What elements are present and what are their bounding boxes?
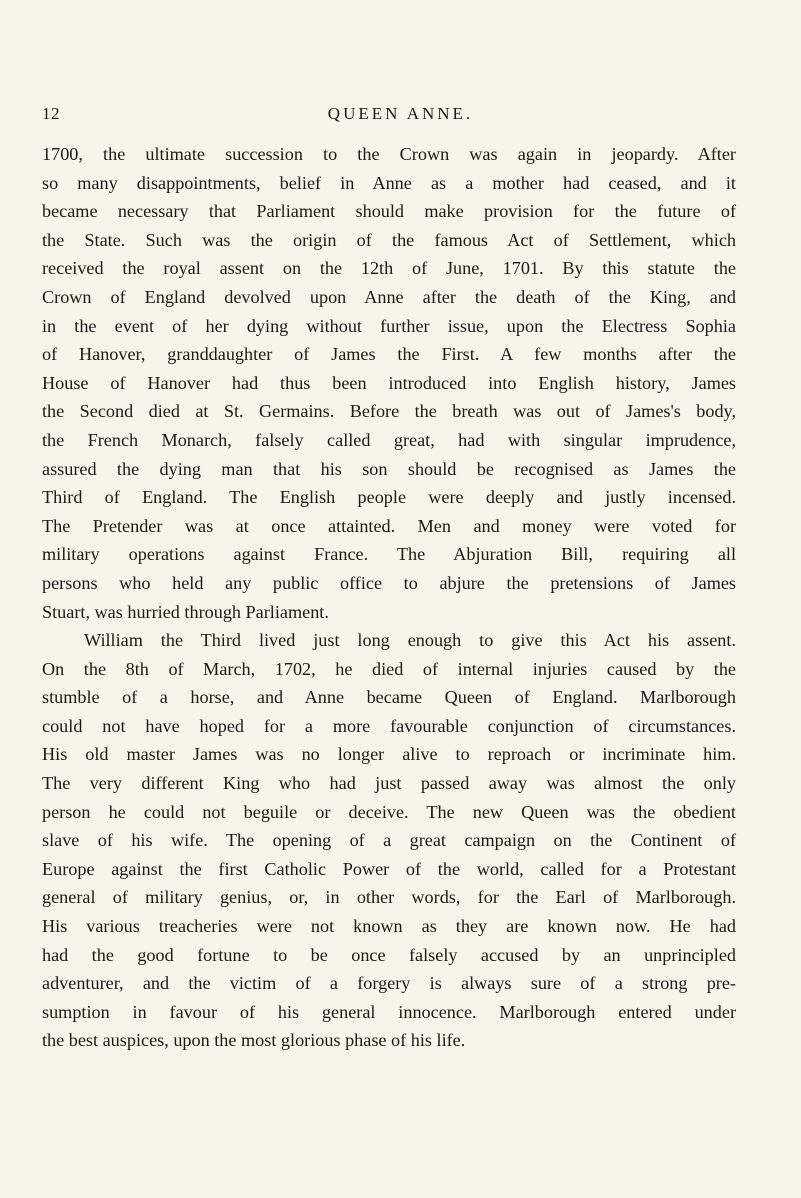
text-line: slave of his wife. The opening of a great campaign on the Continent of xyxy=(42,830,736,851)
text-line: in the event of her dying without further issue, upon the Electress Sophia xyxy=(42,315,736,336)
text-line: Third of England. The English people were deeply and justly incensed. xyxy=(42,487,736,508)
text-line: stumble of a horse, and Anne became Queen of England. Marlborough xyxy=(42,687,736,708)
text-line: became necessary that Parliament should make provision for the future of xyxy=(42,201,736,222)
text-line: the State. Such was the origin of the famous Act of Settlement, which xyxy=(42,229,736,250)
text-line: the Second died at St. Germains. Before the breath was out of James's body, xyxy=(42,401,736,422)
text-line: William the Third lived just long enough to give this Act his assent. xyxy=(84,630,736,651)
page-number: 12 xyxy=(42,104,60,123)
text-line: of Hanover, granddaughter of James the First. A few months after the xyxy=(42,344,736,365)
text-line: the French Monarch, falsely called great, had with singular imprudence, xyxy=(42,429,736,450)
text-line: adventurer, and the victim of a forgery is always sure of a strong pre- xyxy=(42,973,736,994)
text-line: 1700, the ultimate succession to the Crown was again in jeopardy. After xyxy=(42,144,736,164)
text-line: The Pretender was at once attainted. Men and money were voted for xyxy=(42,515,736,536)
paragraph-1 xyxy=(42,140,736,626)
text-line: Crown of England devolved upon Anne after the death of the King, and xyxy=(42,286,736,307)
paragraph-2 xyxy=(42,626,736,1055)
text-line: sumption in favour of his general innocence. Marlborough entered under xyxy=(42,1001,736,1022)
running-title: QUEEN ANNE. xyxy=(327,104,474,123)
text-line: His various treacheries were not known as they are known now. He had xyxy=(42,916,736,937)
text-line: the best auspices, upon the most glorious phase of his life. xyxy=(42,1030,466,1051)
text-line: Europe against the first Catholic Power of the world, called for a Protestant xyxy=(42,858,736,879)
text-line: persons who held any public office to abjure the pretensions of James xyxy=(42,572,736,593)
text-line: On the 8th of March, 1702, he died of internal injuries caused by the xyxy=(42,658,736,679)
text-line: general of military genius, or, in other words, for the Earl of Marlborough. xyxy=(42,887,736,908)
text-line: so many disappointments, belief in Anne as a mother had ceased, and it xyxy=(42,172,736,193)
text-line: Stuart, was hurried through Parliament. xyxy=(42,601,329,622)
text-line: received the royal assent on the 12th of June, 1701. By this statute the xyxy=(42,258,736,279)
text-line: The very different King who had just passed away was almost the only xyxy=(42,773,736,794)
text-line: assured the dying man that his son should be recognised as James the xyxy=(42,458,736,479)
body-text xyxy=(42,140,736,1055)
text-line: had the good fortune to be once falsely accused by an unprincipled xyxy=(42,944,736,965)
text-line: His old master James was no longer alive to reproach or incriminate him. xyxy=(42,744,736,765)
text-line: person he could not beguile or deceive. The new Queen was the obedient xyxy=(42,801,736,822)
text-line: could not have hoped for a more favourable conjunction of circumstances. xyxy=(42,715,736,736)
text-line: military operations against France. The Abjuration Bill, requiring all xyxy=(42,544,736,565)
text-line: House of Hanover had thus been introduced into English history, James xyxy=(42,372,736,393)
